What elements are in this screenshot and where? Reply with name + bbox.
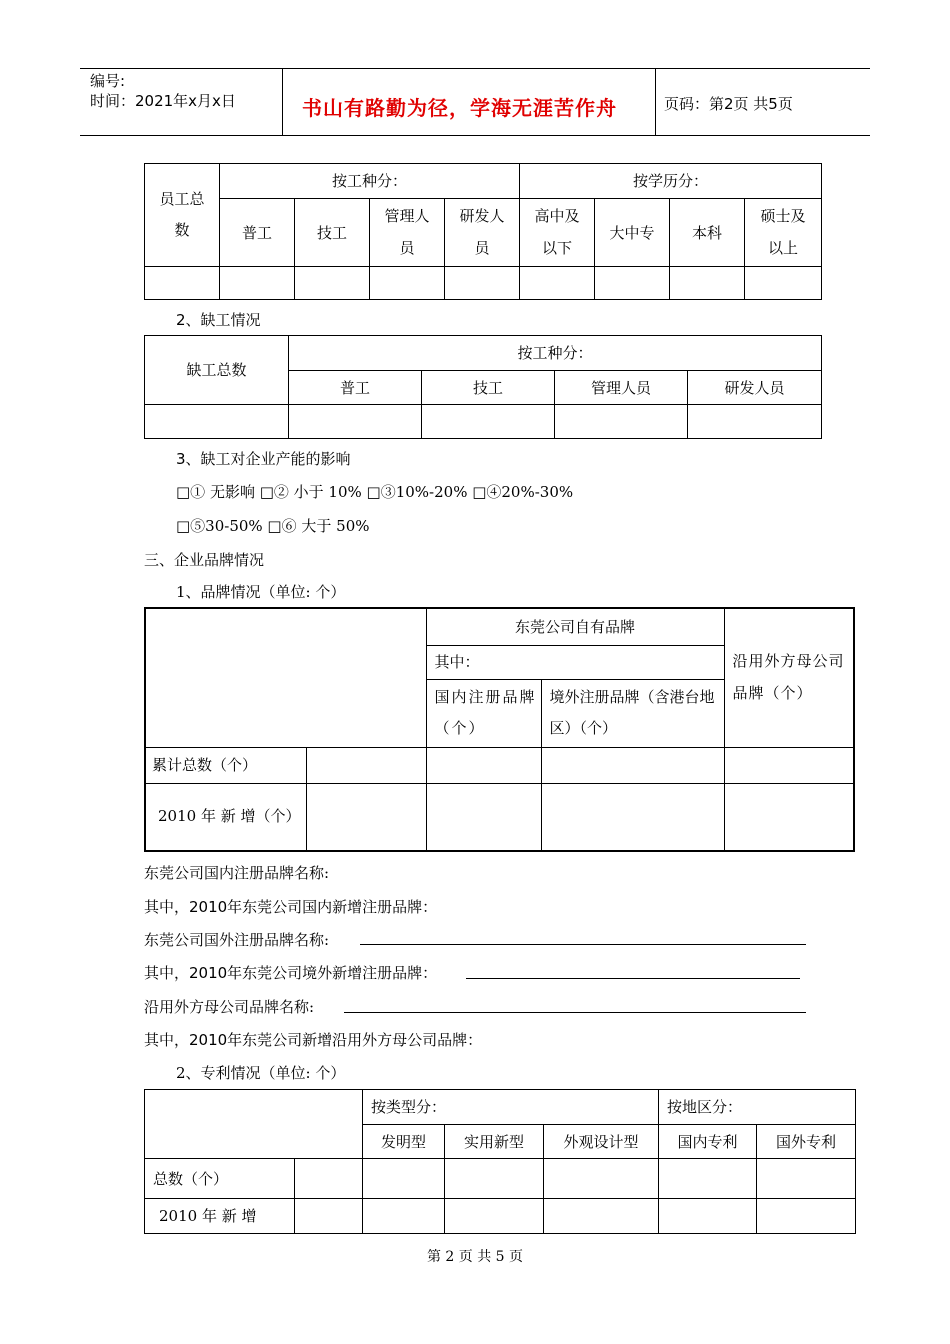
patent-table: [144, 1089, 856, 1234]
shortage-col-header: 普工: [289, 371, 422, 405]
staff-input-cell[interactable]: [595, 267, 670, 300]
patent-input-cell[interactable]: [295, 1199, 363, 1234]
patent-input-cell[interactable]: [363, 1199, 445, 1234]
doc-number-label: 编号:: [90, 72, 126, 90]
staff-input-cell[interactable]: [520, 267, 595, 300]
brand-overseas-names-label: 东莞公司国外注册品牌名称:: [144, 931, 330, 949]
brand-row-total-label: 累计总数（个）: [145, 747, 306, 783]
patent-input-cell[interactable]: [757, 1199, 856, 1234]
brand-input-cell[interactable]: [541, 747, 724, 783]
staff-col-header: 硕士及以上: [745, 199, 822, 267]
brand-overseas-names-field[interactable]: [360, 944, 806, 945]
staff-table: [144, 163, 822, 300]
header-slogan: 书山有路勤为径，学海无涯苦作舟: [302, 96, 617, 120]
brand-domestic-new-label: 其中，2010年东莞公司国内新增注册品牌：: [144, 898, 438, 916]
brand-input-cell[interactable]: [306, 747, 426, 783]
header-divider-2: [655, 68, 656, 135]
shortage-input-cell[interactable]: [145, 405, 289, 439]
patent-by-type-label: 按类型分：: [363, 1090, 659, 1125]
patent-input-cell[interactable]: [295, 1159, 363, 1199]
header-divider-1: [282, 68, 283, 135]
brand-parent-names-field[interactable]: [344, 1012, 806, 1013]
brand-overseas-new-label: 其中，2010年东莞公司境外新增注册品牌：: [144, 964, 438, 982]
shortage-table: [144, 335, 822, 439]
patent-input-cell[interactable]: [445, 1199, 544, 1234]
staff-input-cell[interactable]: [445, 267, 520, 300]
brand-input-cell[interactable]: [426, 747, 541, 783]
patent-input-cell[interactable]: [659, 1159, 757, 1199]
patent-col-header: 国内专利: [659, 1125, 757, 1159]
patent-input-cell[interactable]: [659, 1199, 757, 1234]
brand-parent-label: 沿用外方母公司品牌（个）: [724, 608, 854, 747]
brand-blank-corner: [145, 608, 426, 747]
patent-col-header: 国外专利: [757, 1125, 856, 1159]
impact-options-line-2[interactable]: □⑤30-50% □⑥ 大于 50%: [176, 517, 370, 535]
patent-by-region-label: 按地区分：: [659, 1090, 856, 1125]
staff-input-cell[interactable]: [145, 267, 220, 300]
patent-input-cell[interactable]: [757, 1159, 856, 1199]
brand-input-cell[interactable]: [541, 783, 724, 851]
shortage-col-header: 管理人员: [555, 371, 688, 405]
staff-input-cell[interactable]: [745, 267, 822, 300]
staff-col-header: 管理人员: [370, 199, 445, 267]
staff-col-header: 研发人员: [445, 199, 520, 267]
brand-parent-names-label: 沿用外方母公司品牌名称:: [144, 998, 315, 1016]
patent-heading: 2、专利情况（单位: 个）: [176, 1064, 346, 1082]
brand-domestic-names-label: 东莞公司国内注册品牌名称:: [144, 864, 330, 882]
patent-col-header: 实用新型: [445, 1125, 544, 1159]
staff-total-label: 员工总数: [145, 164, 220, 267]
staff-col-header: 普工: [220, 199, 295, 267]
brand-overseas-new-field[interactable]: [466, 978, 800, 979]
staff-input-cell[interactable]: [370, 267, 445, 300]
staff-input-cell[interactable]: [670, 267, 745, 300]
shortage-total-label: 缺工总数: [145, 336, 289, 405]
header-bottom-rule: [80, 135, 870, 136]
brand-input-cell[interactable]: [724, 747, 854, 783]
patent-blank-corner: [145, 1090, 363, 1159]
shortage-input-cell[interactable]: [688, 405, 822, 439]
brand-table: [144, 607, 855, 852]
page-footer: 第 2 页 共 5 页: [426, 1249, 524, 1265]
brand-sub-heading: 1、品牌情况（单位: 个）: [176, 583, 346, 601]
brand-input-cell[interactable]: [426, 783, 541, 851]
shortage-col-header: 研发人员: [688, 371, 822, 405]
brand-row-new-label: 2010 年 新 增（个）: [145, 783, 306, 851]
header-page-info: 页码：第2页 共5页: [664, 95, 793, 113]
staff-by-edu-label: 按学历分：: [520, 164, 822, 199]
shortage-input-cell[interactable]: [422, 405, 555, 439]
patent-col-header: 发明型: [363, 1125, 445, 1159]
staff-col-header: 本科: [670, 199, 745, 267]
patent-input-cell[interactable]: [544, 1199, 659, 1234]
brand-own-label: 东莞公司自有品牌: [426, 608, 724, 645]
shortage-col-header: 技工: [422, 371, 555, 405]
patent-input-cell[interactable]: [544, 1159, 659, 1199]
brand-parent-new-label: 其中，2010年东莞公司新增沿用外方母公司品牌：: [144, 1031, 483, 1049]
shortage-heading: 2、缺工情况: [176, 311, 261, 329]
brand-section-heading: 三、企业品牌情况: [144, 551, 265, 569]
shortage-input-cell[interactable]: [555, 405, 688, 439]
patent-input-cell[interactable]: [445, 1159, 544, 1199]
patent-row-total-label: 总数（个）: [145, 1159, 295, 1199]
brand-domestic-label: 国内注册品牌（个）: [426, 679, 541, 747]
doc-time-label: 时间：2021年x月x日: [90, 92, 236, 110]
staff-col-header: 大中专: [595, 199, 670, 267]
brand-input-cell[interactable]: [306, 783, 426, 851]
brand-overseas-label: 境外注册品牌（含港台地区）（个）: [541, 679, 724, 747]
patent-row-new-label: 2010 年 新 增: [145, 1199, 295, 1234]
staff-col-header: 技工: [295, 199, 370, 267]
staff-input-row: [145, 267, 822, 300]
staff-by-type-label: 按工种分：: [220, 164, 520, 199]
brand-input-cell[interactable]: [724, 783, 854, 851]
staff-input-cell[interactable]: [295, 267, 370, 300]
staff-input-cell[interactable]: [220, 267, 295, 300]
staff-col-header: 高中及以下: [520, 199, 595, 267]
header-top-rule: [80, 68, 870, 69]
shortage-input-row: [145, 405, 822, 439]
shortage-by-type-label: 按工种分：: [289, 336, 822, 371]
patent-input-cell[interactable]: [363, 1159, 445, 1199]
patent-col-header: 外观设计型: [544, 1125, 659, 1159]
impact-options-line-1[interactable]: □① 无影响 □② 小于 10% □③10%-20% □④20%-30%: [176, 483, 574, 501]
impact-heading: 3、缺工对企业产能的影响: [176, 450, 351, 468]
brand-among-label: 其中：: [426, 645, 724, 679]
shortage-input-cell[interactable]: [289, 405, 422, 439]
